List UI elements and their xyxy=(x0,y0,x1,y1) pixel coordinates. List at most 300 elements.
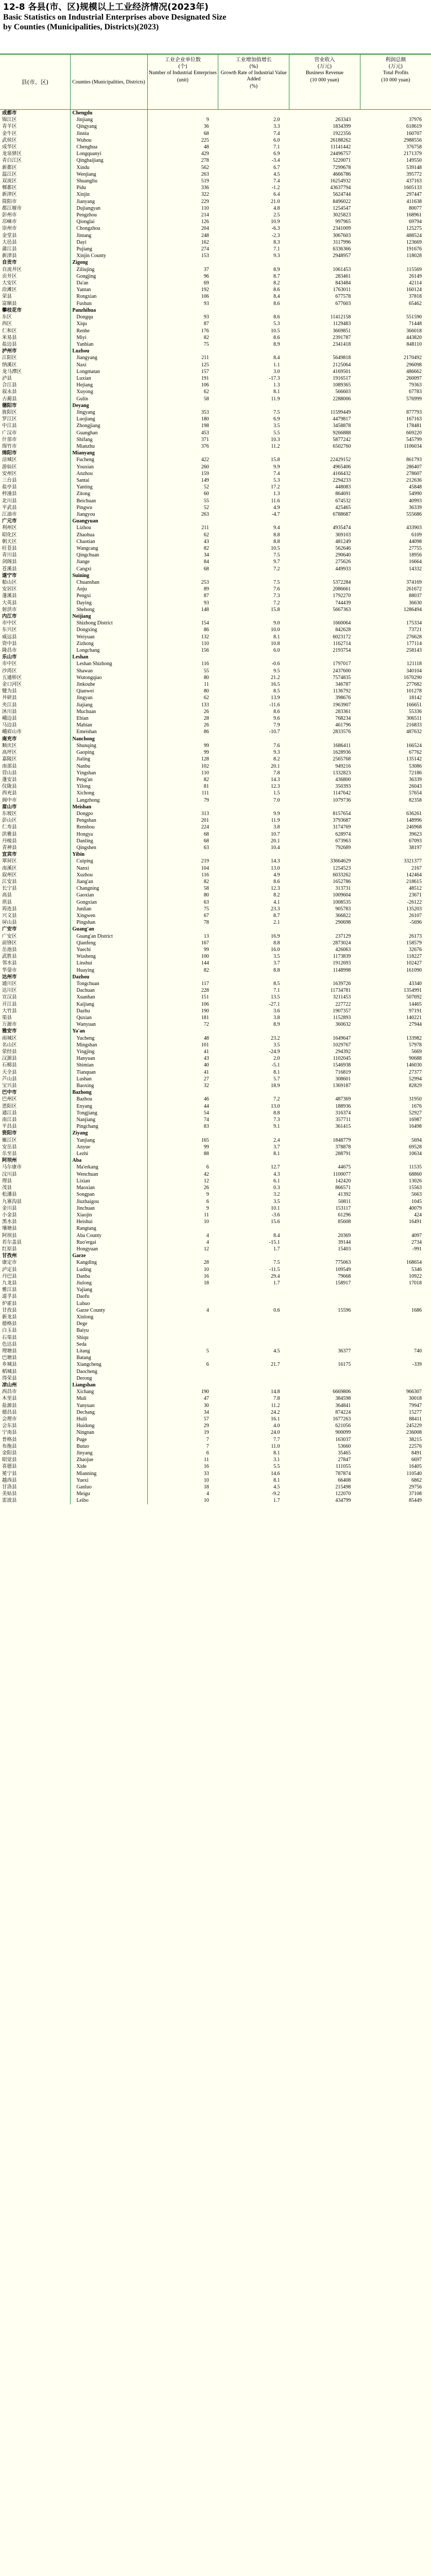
growth-rate-cell xyxy=(218,851,289,858)
table-row xyxy=(0,1341,431,1348)
region-name-en: Xide xyxy=(70,1463,147,1470)
region-name-cn: 恩阳区 xyxy=(0,1103,70,1110)
enterprises-cell: 74 xyxy=(203,1117,209,1123)
profits-cell: 551590 xyxy=(406,314,422,320)
region-name-cn: 合江县 xyxy=(0,382,70,388)
region-name-cn: 兴文县 xyxy=(0,912,70,919)
enterprises-cell: 336 xyxy=(201,185,209,191)
table-row xyxy=(0,763,431,770)
revenue-cell: 461796 xyxy=(335,722,351,728)
statistics-table-container xyxy=(0,54,431,2576)
region-name-en: Guangyuan xyxy=(70,518,147,524)
table-row xyxy=(0,749,431,756)
growth-rate-cell: 7.2 xyxy=(273,566,280,572)
enterprises-cell: 87 xyxy=(203,593,209,599)
table-row xyxy=(0,416,431,422)
revenue-cell: 294392 xyxy=(335,1049,351,1055)
profits-cell: 216833 xyxy=(406,722,422,728)
profits-cell xyxy=(360,1252,431,1259)
growth-rate-cell: 4.3 xyxy=(273,1171,280,1177)
region-name-cn: 中江县 xyxy=(0,422,70,429)
region-name-en: Longmatan xyxy=(70,368,147,375)
region-name-cn: 北川县 xyxy=(0,498,70,504)
growth-rate-cell: 7.0 xyxy=(273,797,280,803)
table-row xyxy=(0,756,431,762)
region-name-cn: 自贡市 xyxy=(0,259,70,266)
region-name-en: Dongpo xyxy=(70,810,147,817)
growth-rate-cell: 18.9 xyxy=(271,1083,280,1089)
enterprises-cell: 86 xyxy=(203,729,209,735)
profits-cell: 236008 xyxy=(406,1430,422,1436)
enterprises-cell: 83 xyxy=(203,1124,209,1130)
revenue-cell: 398676 xyxy=(335,695,351,701)
table-row xyxy=(0,1484,431,1490)
header-growth-unit: (%) xyxy=(250,83,258,89)
enterprises-cell: 151 xyxy=(201,994,209,1001)
region-name-cn: 华蓥市 xyxy=(0,967,70,974)
region-name-cn: 雨城区 xyxy=(0,1035,70,1042)
region-name-en: Fucheng xyxy=(70,456,147,463)
growth-rate-cell: 1.7 xyxy=(273,1498,280,1504)
region-name-en: Chenghua xyxy=(70,144,147,150)
profits-cell: 36339 xyxy=(409,504,422,511)
region-name-en: Quxian xyxy=(70,1014,147,1021)
region-name-cn: 青川县 xyxy=(0,552,70,558)
enterprises-cell: 110 xyxy=(201,640,209,647)
profits-cell: 278607 xyxy=(406,470,422,477)
profits-cell: 10922 xyxy=(409,1273,422,1279)
region-name-cn: 安州区 xyxy=(0,470,70,477)
region-name-en: Dechang xyxy=(70,1409,147,1416)
table-row xyxy=(0,899,431,906)
region-name-en: Jiuzhaigou xyxy=(70,1198,147,1205)
table-row xyxy=(0,1320,431,1327)
growth-rate-cell: 13.0 xyxy=(271,1103,280,1109)
enterprises-cell xyxy=(147,1293,218,1300)
region-name-en: Qianwei xyxy=(70,688,147,694)
region-name-en: Xichong xyxy=(70,790,147,796)
revenue-cell: 153117 xyxy=(335,1205,351,1211)
enterprises-cell: 93 xyxy=(203,600,209,606)
revenue-cell: 3174769 xyxy=(333,824,351,831)
region-name-en: Gaoxian xyxy=(70,892,147,899)
profits-cell: 218615 xyxy=(406,878,422,885)
enterprises-cell: 11 xyxy=(204,1457,209,1463)
growth-rate-cell: 8.2 xyxy=(273,756,280,762)
enterprises-cell: 274 xyxy=(201,246,209,252)
enterprises-cell: 68 xyxy=(203,566,209,572)
region-name-en: Dachuan xyxy=(70,987,147,994)
enterprises-cell: 68 xyxy=(203,130,209,137)
profits-cell: 258143 xyxy=(406,648,422,654)
region-name-cn: 彭山区 xyxy=(0,817,70,824)
enterprises-cell: 93 xyxy=(203,300,209,307)
profits-cell: 5694 xyxy=(411,1137,422,1143)
region-name-en: Butuo xyxy=(70,1443,147,1450)
table-row xyxy=(0,967,431,974)
region-name-cn: 武侯区 xyxy=(0,137,70,144)
region-name-cn: 大英县 xyxy=(0,600,70,606)
growth-rate-cell: 1.7 xyxy=(273,1280,280,1286)
enterprises-cell: 322 xyxy=(201,192,209,198)
region-name-en: Linshui xyxy=(70,960,147,967)
revenue-cell: 15596 xyxy=(338,1307,351,1313)
profits-cell: 433903 xyxy=(406,525,422,531)
growth-rate-cell: 3.0 xyxy=(273,368,280,375)
profits-cell xyxy=(360,1130,431,1137)
revenue-cell: 290640 xyxy=(335,552,351,558)
region-name-en: Pidu xyxy=(70,184,147,191)
table-row xyxy=(0,940,431,946)
table-row xyxy=(0,722,431,728)
table-row xyxy=(0,1293,431,1300)
table-row xyxy=(0,790,431,796)
header-revenue-unit: (10 000 yuan) xyxy=(310,77,339,83)
revenue-cell: 1008535 xyxy=(333,899,351,905)
table-row xyxy=(0,953,431,960)
enterprises-cell: 55 xyxy=(203,668,209,674)
enterprises-cell: 82 xyxy=(203,878,209,885)
table-row xyxy=(0,1184,431,1191)
region-name-cn: 美姑县 xyxy=(0,1490,70,1497)
profits-cell: 30018 xyxy=(409,1396,422,1402)
profits-cell: 260097 xyxy=(406,375,422,381)
statistics-table xyxy=(0,55,431,1504)
table-row xyxy=(0,484,431,490)
region-name-cn: 东坡区 xyxy=(0,810,70,817)
region-name-en: Seda xyxy=(70,1341,147,1348)
region-name-cn: 盐源县 xyxy=(0,1402,70,1409)
enterprises-cell: 519 xyxy=(201,178,209,184)
profits-cell: 36339 xyxy=(409,776,422,783)
region-name-en: Pujiang xyxy=(70,246,147,252)
profits-cell: 2988556 xyxy=(404,137,422,143)
table-row xyxy=(0,770,431,776)
profits-cell: 276628 xyxy=(406,634,422,640)
table-row xyxy=(0,205,431,212)
revenue-cell: 85608 xyxy=(338,1219,351,1225)
growth-rate-cell: 8.4 xyxy=(273,294,280,300)
revenue-cell xyxy=(289,1089,360,1096)
table-row xyxy=(0,824,431,831)
enterprises-cell: 116 xyxy=(201,872,209,878)
profits-cell: 15563 xyxy=(409,1185,422,1191)
region-name-cn: 通川区 xyxy=(0,980,70,987)
region-name-en: Wanyuan xyxy=(70,1021,147,1028)
table-row xyxy=(0,946,431,953)
table-row xyxy=(0,1198,431,1205)
profits-cell xyxy=(360,110,431,117)
region-name-cn: 成都市 xyxy=(0,110,70,117)
region-name-cn: 色达县 xyxy=(0,1341,70,1348)
table-group-row xyxy=(0,1130,431,1137)
region-name-en: Jinchuan xyxy=(70,1205,147,1212)
growth-rate-cell: 6.0 xyxy=(273,648,280,654)
table-row xyxy=(0,1416,431,1422)
enterprises-cell: 102 xyxy=(201,763,209,769)
profits-cell: 246968 xyxy=(406,824,422,831)
growth-rate-cell xyxy=(218,572,289,579)
table-group-row xyxy=(0,736,431,742)
enterprises-cell: 34 xyxy=(203,552,209,558)
enterprises-cell xyxy=(147,1089,218,1096)
revenue-cell: 677603 xyxy=(335,300,351,307)
growth-rate-cell: 3.8 xyxy=(273,1015,280,1021)
region-name-en: Beichuan xyxy=(70,498,147,504)
region-name-en: Zhaohua xyxy=(70,532,147,538)
region-name-en: Yajiang xyxy=(70,1286,147,1293)
profits-cell: 27377 xyxy=(409,1069,422,1075)
region-name-en: Gaoping xyxy=(70,749,147,756)
region-name-cn: 理县 xyxy=(0,1178,70,1184)
region-name-en: Nanjiang xyxy=(70,1116,147,1123)
profits-cell: 26043 xyxy=(409,784,422,790)
growth-rate-cell: 9.3 xyxy=(273,750,280,756)
enterprises-cell: 176 xyxy=(201,328,209,334)
enterprises-cell: 62 xyxy=(203,532,209,538)
growth-rate-cell: 8.3 xyxy=(273,239,280,245)
revenue-cell xyxy=(289,1320,360,1327)
table-row xyxy=(0,164,431,171)
region-name-en: Lixian xyxy=(70,1178,147,1184)
revenue-cell: 79668 xyxy=(338,1273,351,1279)
region-name-en: Derong xyxy=(70,1375,147,1382)
table-row xyxy=(0,702,431,708)
region-name-en: Naxi xyxy=(70,362,147,368)
revenue-cell: 1916517 xyxy=(333,375,351,381)
enterprises-cell: 162 xyxy=(201,239,209,245)
enterprises-cell: 110 xyxy=(201,205,209,211)
region-name-cn: 达川区 xyxy=(0,987,70,994)
enterprises-cell: 6 xyxy=(206,1164,209,1171)
header-profits-cn: 利润总额 xyxy=(385,57,406,63)
revenue-cell: 5220071 xyxy=(333,158,351,164)
region-name-cn: 新龙县 xyxy=(0,1314,70,1320)
growth-rate-cell xyxy=(218,654,289,660)
profits-cell: 539148 xyxy=(406,164,422,171)
growth-rate-cell: 1.3 xyxy=(273,382,280,388)
enterprises-cell: 18 xyxy=(203,1280,209,1286)
table-row xyxy=(0,728,431,735)
growth-rate-cell: 9.3 xyxy=(273,253,280,259)
profits-cell: 67093 xyxy=(409,838,422,844)
growth-rate-cell xyxy=(218,110,289,117)
profits-cell xyxy=(360,1028,431,1035)
region-name-en: Jiulong xyxy=(70,1280,147,1286)
revenue-cell: 369103 xyxy=(335,532,351,538)
profits-cell xyxy=(360,1375,431,1382)
region-name-en: Yibin xyxy=(70,851,147,858)
region-name-en: Aba xyxy=(70,1157,147,1164)
growth-rate-cell: 7.9 xyxy=(273,722,280,728)
enterprises-cell: 156 xyxy=(201,648,209,654)
table-row xyxy=(0,511,431,518)
table-row xyxy=(0,1001,431,1008)
growth-rate-cell: 23.3 xyxy=(271,906,280,912)
profits-cell: 118227 xyxy=(406,954,422,960)
profits-cell: 110540 xyxy=(406,1470,422,1477)
region-name-en: Cuiping xyxy=(70,858,147,865)
revenue-cell: 1254547 xyxy=(333,205,351,211)
region-name-en: Nanbu xyxy=(70,763,147,770)
enterprises-cell: 55 xyxy=(203,498,209,504)
region-name-en: Langzhong xyxy=(70,797,147,804)
revenue-cell: 357711 xyxy=(335,1117,351,1123)
region-name-cn: 金堂县 xyxy=(0,232,70,239)
table-group-row xyxy=(0,851,431,858)
region-name-en: Baiyu xyxy=(70,1327,147,1334)
region-name-en: Hongya xyxy=(70,831,147,838)
region-name-cn: 绵竹市 xyxy=(0,443,70,450)
revenue-cell: 426063 xyxy=(335,946,351,953)
growth-rate-cell: 8.9 xyxy=(273,1022,280,1028)
growth-rate-cell: 10.8 xyxy=(271,640,280,647)
growth-rate-cell: 7.2 xyxy=(273,1096,280,1103)
table-row xyxy=(0,409,431,416)
table-row xyxy=(0,150,431,157)
enterprises-cell: 429 xyxy=(201,151,209,157)
region-name-en: Renshou xyxy=(70,824,147,831)
enterprises-cell: 99 xyxy=(203,742,209,749)
table-row xyxy=(0,524,431,531)
region-name-cn: 沙湾区 xyxy=(0,668,70,674)
revenue-cell xyxy=(289,307,360,314)
table-row xyxy=(0,1443,431,1450)
enterprises-cell: 116 xyxy=(201,661,209,667)
profits-cell: 177114 xyxy=(406,640,422,647)
table-row xyxy=(0,994,431,1001)
profits-cell: 160707 xyxy=(406,130,422,137)
growth-rate-cell: 8.2 xyxy=(273,892,280,899)
region-name-cn: 宁南县 xyxy=(0,1429,70,1436)
region-name-cn: 叙永县 xyxy=(0,388,70,395)
table-group-row xyxy=(0,348,431,354)
profits-cell: 158579 xyxy=(406,940,422,946)
region-name-cn: 蒲江县 xyxy=(0,246,70,252)
region-name-en: Qingyang xyxy=(70,123,147,130)
growth-rate-cell: -6.3 xyxy=(271,226,280,232)
table-row xyxy=(0,375,431,382)
enterprises-cell: 154 xyxy=(201,620,209,626)
header-region-cn-text: 县(市、区) xyxy=(21,79,49,86)
revenue-cell: 142420 xyxy=(335,1178,351,1184)
table-row xyxy=(0,1076,431,1082)
profits-cell xyxy=(360,450,431,456)
growth-rate-cell: 8.6 xyxy=(273,708,280,715)
growth-rate-cell: 7.8 xyxy=(273,770,280,776)
growth-rate-cell xyxy=(218,259,289,266)
enterprises-cell xyxy=(147,1300,218,1307)
region-name-en: Muchuan xyxy=(70,708,147,715)
table-row xyxy=(0,783,431,790)
profits-cell: 37976 xyxy=(409,117,422,123)
region-name-en: Shuangliu xyxy=(70,178,147,184)
region-name-cn: 巴中市 xyxy=(0,1089,70,1096)
table-row xyxy=(0,626,431,633)
revenue-cell: 621056 xyxy=(335,1423,351,1429)
growth-rate-cell: 21.2 xyxy=(271,674,280,681)
region-name-en: Longchang xyxy=(70,647,147,654)
table-row xyxy=(0,1334,431,1341)
region-name-en: Mianzhu xyxy=(70,443,147,450)
enterprises-cell xyxy=(147,974,218,980)
region-name-en: Guang'an xyxy=(70,926,147,933)
profits-cell: 437163 xyxy=(406,178,422,184)
profits-cell: 90688 xyxy=(409,1056,422,1062)
region-name-cn: 顺庆区 xyxy=(0,742,70,749)
enterprises-cell: 46 xyxy=(203,1096,209,1103)
region-name-cn: 罗江区 xyxy=(0,416,70,422)
profits-cell xyxy=(360,1320,431,1327)
profits-cell xyxy=(360,1300,431,1307)
table-row xyxy=(0,708,431,715)
profits-cell xyxy=(360,1368,431,1375)
region-name-en: Yingjing xyxy=(70,1048,147,1055)
table-row xyxy=(0,498,431,504)
growth-rate-cell: 7.7 xyxy=(273,1436,280,1443)
region-name-en: Xiangcheng xyxy=(70,1361,147,1368)
revenue-cell: 1061453 xyxy=(333,266,351,273)
enterprises-cell: 263 xyxy=(201,171,209,177)
table-row xyxy=(0,1409,431,1416)
growth-rate-cell: 8.1 xyxy=(273,1151,280,1157)
revenue-cell: 8496022 xyxy=(333,198,351,205)
region-name-cn: 汶川县 xyxy=(0,1171,70,1178)
profits-cell: 1676 xyxy=(411,1103,422,1109)
revenue-cell: 5624744 xyxy=(333,192,351,198)
profits-cell xyxy=(360,518,431,524)
region-name-cn: 屏山县 xyxy=(0,919,70,926)
revenue-cell: 1173839 xyxy=(333,954,351,960)
profits-cell: -26122 xyxy=(407,899,422,905)
revenue-cell: 425465 xyxy=(335,504,351,511)
profits-cell: 366018 xyxy=(406,328,422,334)
region-name-en: Leibo xyxy=(70,1497,147,1504)
revenue-cell: 2437600 xyxy=(333,668,351,674)
enterprises-cell: 32 xyxy=(203,1083,209,1089)
region-name-en: Aba County xyxy=(70,1232,147,1239)
revenue-cell: 997965 xyxy=(335,219,351,225)
table-row xyxy=(0,116,431,123)
region-name-cn: 马边县 xyxy=(0,722,70,728)
region-name-cn: 五通桥区 xyxy=(0,674,70,681)
region-name-en: Kaijiang xyxy=(70,1001,147,1008)
profits-cell: 212636 xyxy=(406,477,422,483)
region-name-cn: 丹巴县 xyxy=(0,1273,70,1280)
region-name-en: Anzhou xyxy=(70,470,147,477)
revenue-cell: 237129 xyxy=(335,933,351,939)
growth-rate-cell: -0.6 xyxy=(271,661,280,667)
enterprises-cell: 224 xyxy=(201,824,209,831)
region-name-cn: 简阳市 xyxy=(0,198,70,205)
profits-cell: 168961 xyxy=(406,212,422,218)
table-row xyxy=(0,266,431,273)
profits-cell: 340104 xyxy=(406,668,422,674)
enterprises-cell: 16 xyxy=(203,1464,209,1470)
region-name-en: Xiaojin xyxy=(70,1212,147,1218)
region-name-cn: 金牛区 xyxy=(0,130,70,137)
revenue-cell: 1254523 xyxy=(333,865,351,871)
region-name-cn: 江油市 xyxy=(0,511,70,518)
region-name-en: Hejiang xyxy=(70,382,147,388)
growth-rate-cell: 2.0 xyxy=(273,117,280,123)
region-name-en: Fushun xyxy=(70,300,147,307)
region-name-cn: 平武县 xyxy=(0,504,70,511)
region-name-cn: 稻城县 xyxy=(0,1368,70,1375)
region-name-en: Bazhou xyxy=(70,1096,147,1103)
profits-cell: 2170492 xyxy=(404,355,422,361)
growth-rate-cell: 20.1 xyxy=(271,763,280,769)
